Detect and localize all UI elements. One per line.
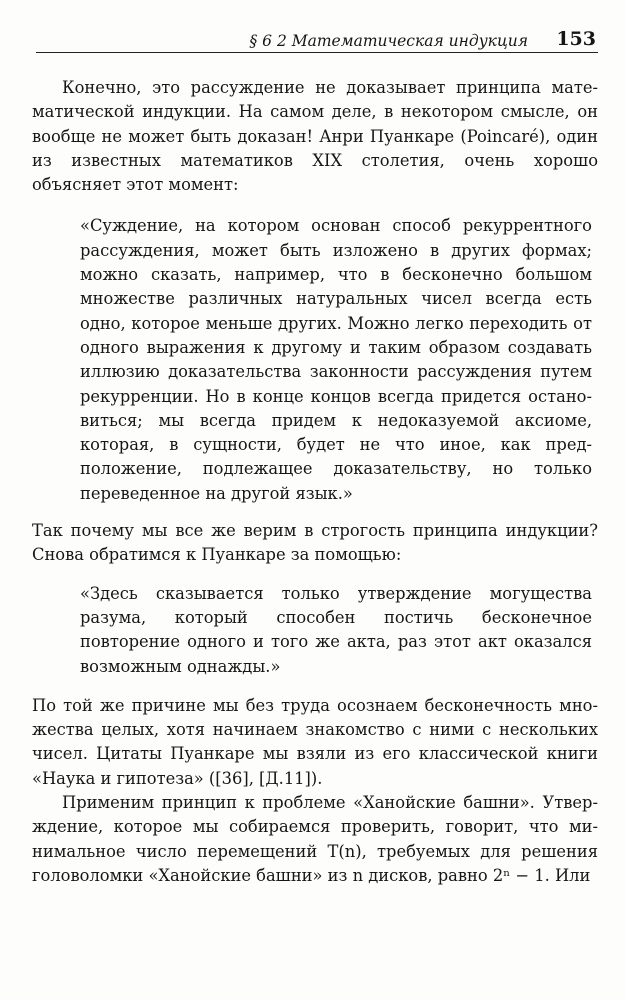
paragraph-intro: Конечно, это рассуждение не доказывает принципа математической индукции. На самом деле, в некотором смысле, он вообще не может быть доказан! Анри Пуанкаре (Poincaré), один из известных математиков XIX столетия, очень хорошо объясняет этот момент: xyxy=(32,78,598,195)
paragraph-infinity: По той же причине мы без труда осознаем бесконечность множества целых, хотя начинаем знакомство с ними с нескольких чисел. Цитаты Пуанкаре мы взяли из его классической книги «Наука и гипотеза» ([36], [Д.11]). xyxy=(32,695,598,788)
paragraph-question: Так почему мы все же верим в строгость принципа индукции? Снова обратимся к Пуанкаре за помощью: xyxy=(32,521,598,565)
page-body xyxy=(32,76,598,888)
quote-poincare-1: «Суждение, на котором основан способ рекуррентного рассуждения, может быть изложено в других формах; можно сказать, например, что в бесконечно большом множестве различных натуральных чисел всегда есть одно, которое меньше других. Можно легко переходить от одного выражения к другому и таким образом создавать иллюзию доказательства законности рассуждения путем рекурренции. Но в конце концов всегда придется остановиться; мы всегда придем к недоказуемой аксиоме, которая, в сущности, будет не что иное, как предположение, подлежащее доказательству, но только переведенное на другой язык.» xyxy=(80,216,592,503)
page-header xyxy=(36,28,598,53)
paragraph-hanoi: Применим принцип к проблеме «Ханойские башни». Утверждение, которое мы собираемся проверить, говорит, что минимальное число перемещений T(n), требуемых для решения головоломки «Ханойские башни» из n дисков, равно 2ⁿ − 1. Или xyxy=(32,793,598,885)
quote-poincare-2: «Здесь сказывается только утверждение могущества разума, который способен постичь бесконечное повторение одного и того же акта, раз этот акт оказался возможным однажды.» xyxy=(80,583,592,676)
running-title: § 6 2 Математическая индукция xyxy=(249,32,528,50)
page-number: 153 xyxy=(556,28,596,50)
